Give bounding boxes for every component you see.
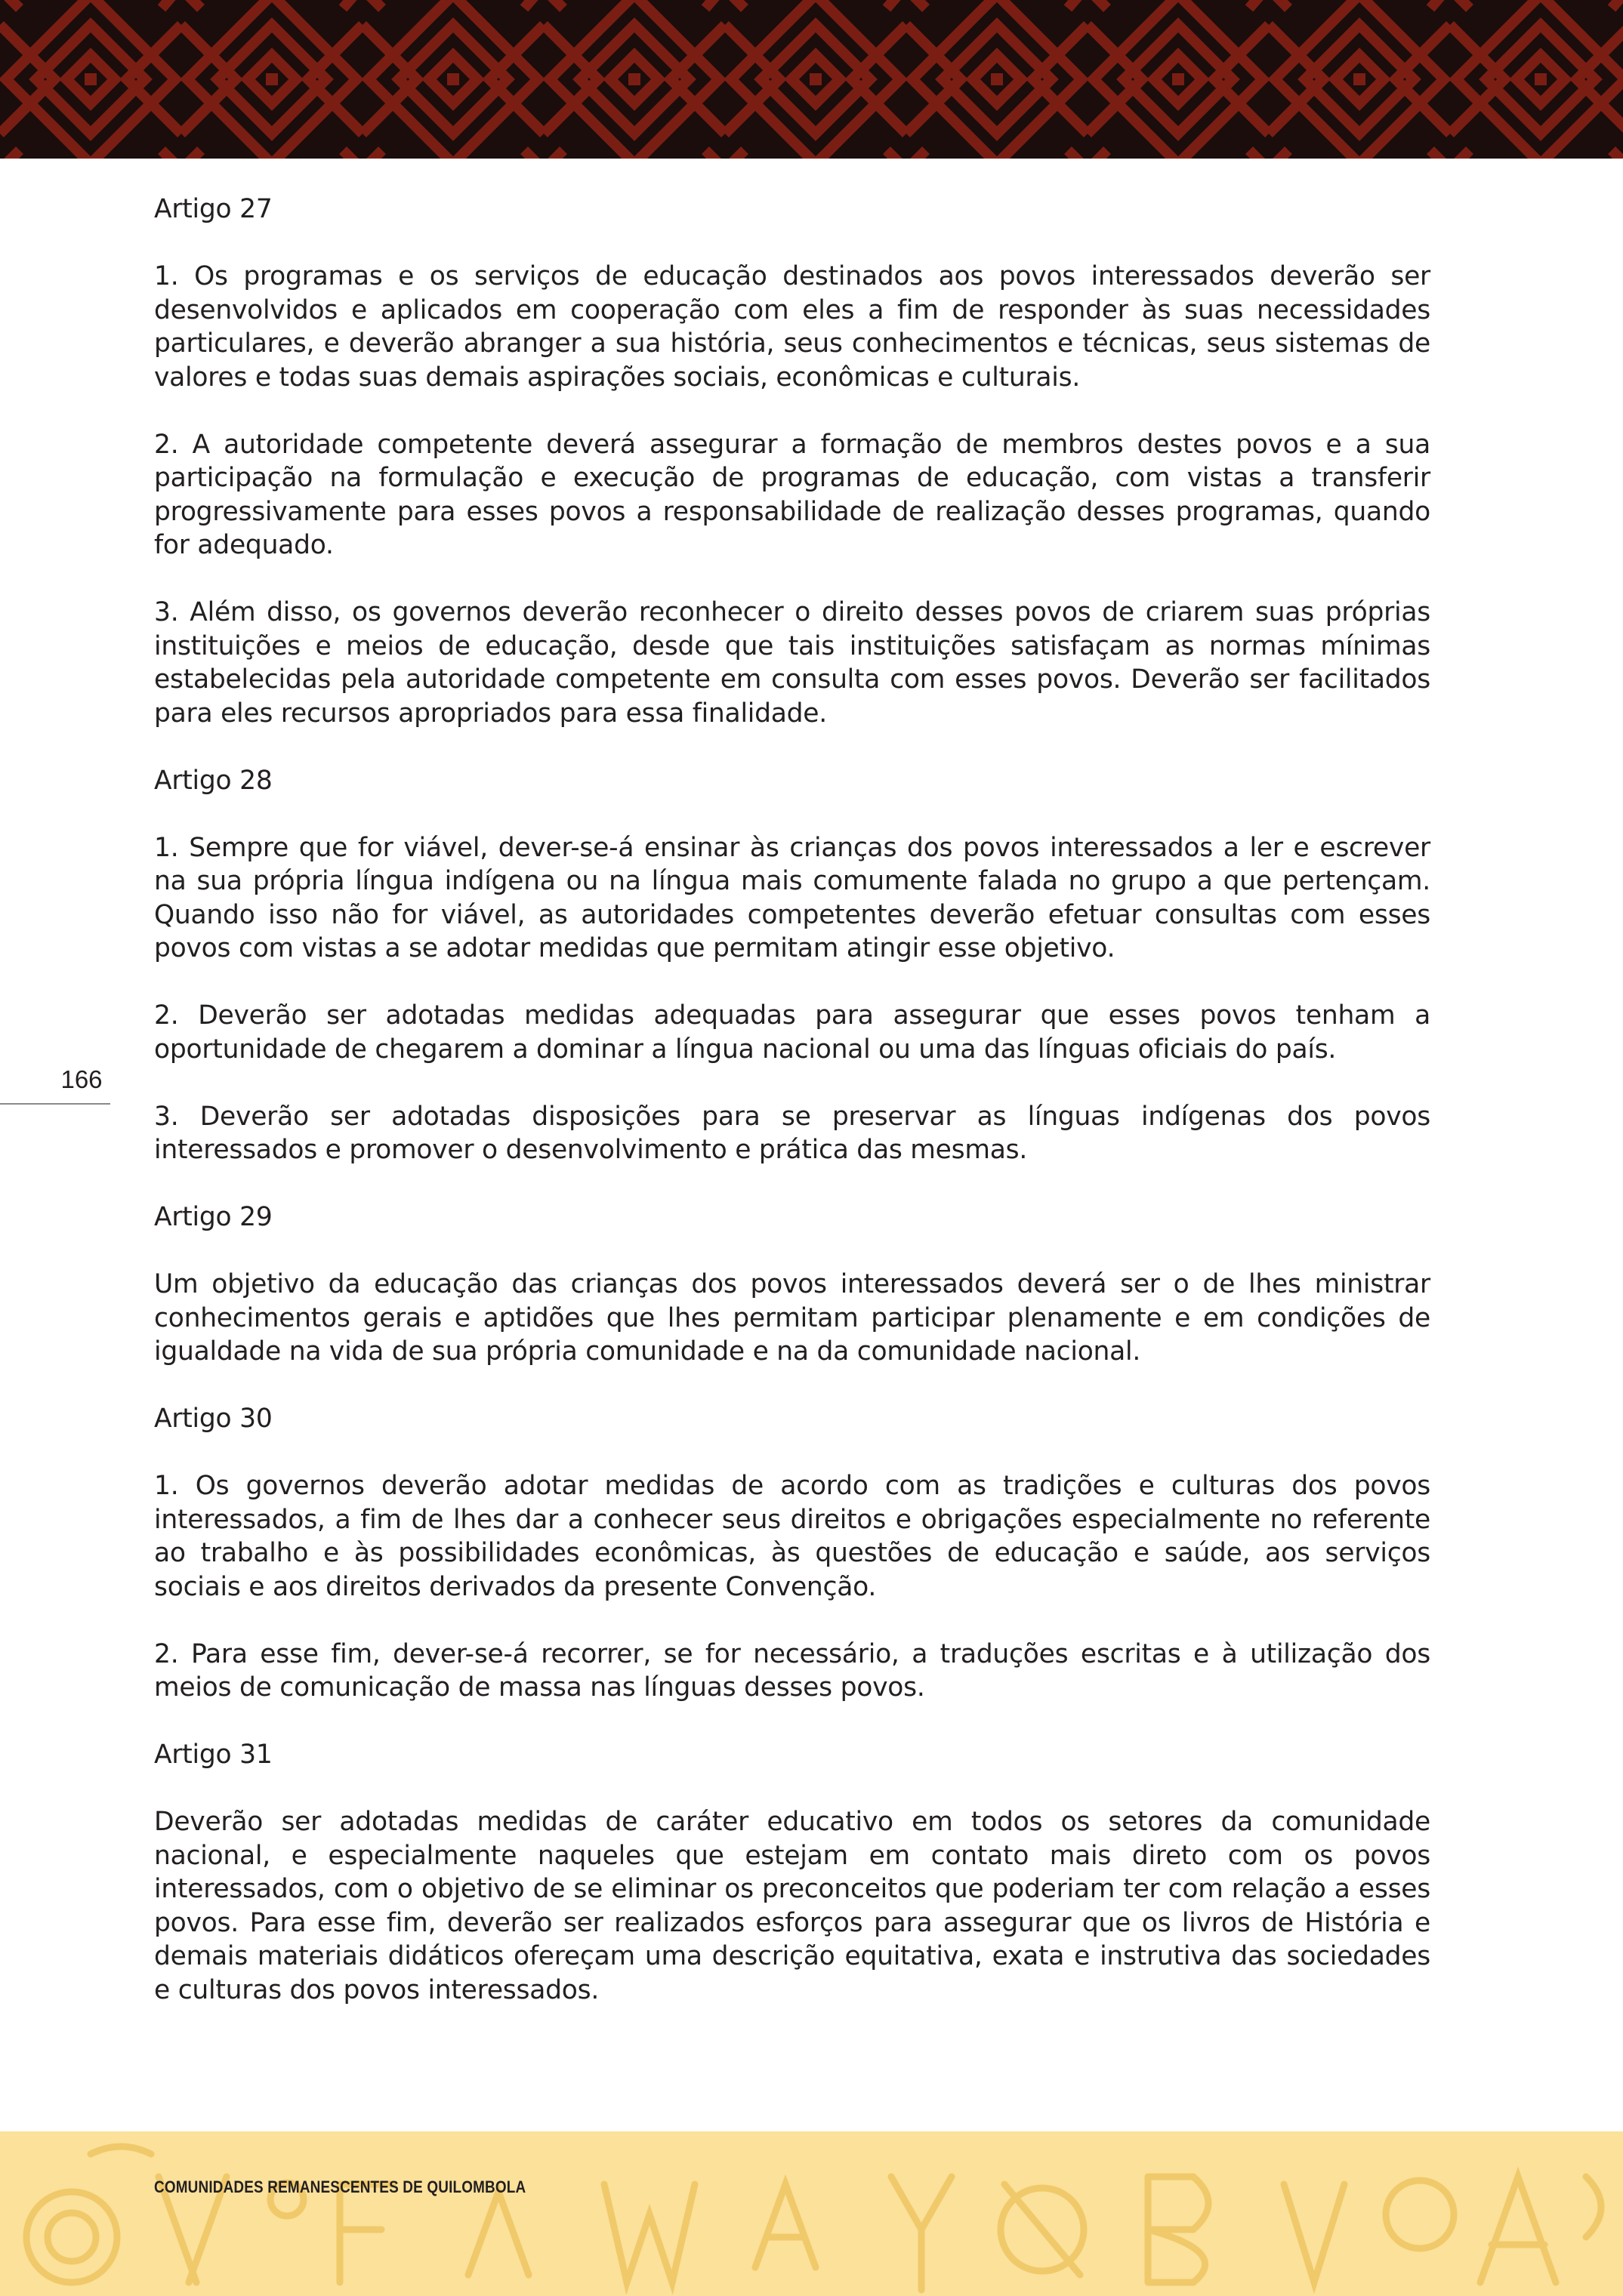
footer-glyph-pattern [0, 2131, 1623, 2296]
article-paragraph: 3. Além disso, os governos deverão reconhecer o direito desses povos de criarem suas próprias instituições e meios de educação, desde que tais instituições satisfaçam as normas mínimas estabelecidas pela autoridade competente em consulta com esses povos. Deverão ser facilitados para eles recursos apropriados para essa finalidade. [154, 597, 1430, 729]
page-number-rule [0, 1103, 110, 1105]
page-number: 166 [60, 1065, 103, 1093]
article-paragraph: 3. Deverão ser adotadas disposições para se preservar as línguas indígenas dos povos interessados e promover o desenvolvimento e prática das mesmas. [154, 1101, 1430, 1165]
article-paragraph: 1. Sempre que for viável, dever-se-á ensinar às crianças dos povos interessados a ler e escrever na sua própria língua indígena ou na língua mais comumente falada no grupo a que pertençam. Quando isso não for viável, as autoridades competentes deverão efetuar consultas com esses povos com vistas a se adotar medidas que permitam atingir esse objetivo. [154, 832, 1430, 963]
article-title: Artigo 27 [154, 194, 273, 224]
article-title: Artigo 28 [154, 765, 273, 796]
footer-publication-title: COMUNIDADES REMANESCENTES DE QUILOMBOLA [154, 2177, 526, 2196]
article-30 [154, 1402, 1430, 1705]
article-title: Artigo 29 [154, 1202, 273, 1232]
article-paragraph: Deverão ser adotadas medidas de caráter educativo em todos os setores da comunidade nacional, e especialmente naqueles que estejam em contato mais direto com os povos interessados, com o objetivo de se eliminar os preconceitos que poderiam ter com relação a esses povos. Para esse fim, deverão ser realizados esforços para assegurar que os livros de História e demais materiais didáticos ofereçam uma descrição equitativa, exata e instrutiva das sociedades e culturas dos povos interessados. [154, 1807, 1430, 2005]
article-paragraph: Um objetivo da educação das crianças dos povos interessados deverá ser o de lhes ministrar conhecimentos gerais e aptidões que lhes permitam participar plenamente e em condições de igualdade na vida de sua própria comunidade e na da comunidade nacional. [154, 1269, 1430, 1367]
article-31 [154, 1738, 1430, 2007]
article-27 [154, 193, 1430, 730]
footer-band [0, 2131, 1623, 2296]
article-paragraph: 2. Deverão ser adotadas medidas adequadas para assegurar que esses povos tenham a oportunidade de chegarem a dominar a língua nacional ou uma das línguas oficiais do país. [154, 1000, 1430, 1065]
article-paragraph: 1. Os governos deverão adotar medidas de acordo com as tradições e culturas dos povos interessados, a fim de lhes dar a conhecer seus direitos e obrigações especialmente no referente ao trabalho e às possibilidades econômicas, às questões de educação e saúde, aos serviços sociais e aos direitos derivados da presente Convenção. [154, 1471, 1430, 1602]
article-title: Artigo 30 [154, 1404, 273, 1434]
article-paragraph: 1. Os programas e os serviços de educação destinados aos povos interessados deverão ser desenvolvidos e aplicados em cooperação com eles a fim de responder às suas necessidades particulares, e deverão abranger a sua história, seus conhecimentos e técnicas, seus sistemas de valores e todas suas demais aspirações sociais, econômicas e culturais. [154, 261, 1430, 393]
article-title: Artigo 31 [154, 1740, 273, 1770]
header-pattern-band [0, 0, 1623, 159]
document-body [154, 193, 1430, 2041]
article-29 [154, 1200, 1430, 1369]
article-paragraph: 2. Para esse fim, dever-se-á recorrer, se for necessário, a traduções escritas e à utilização dos meios de comunicação de massa nas línguas desses povos. [154, 1638, 1430, 1703]
geometric-pattern-graphic [0, 0, 1623, 159]
article-paragraph: 2. A autoridade competente deverá assegurar a formação de membros destes povos e a sua participação na formulação e execução de programas de educação, com vistas a transferir progressivamente para esses povos a responsabilidade de realização desses programas, quando for adequado. [154, 429, 1430, 560]
article-28 [154, 764, 1430, 1167]
